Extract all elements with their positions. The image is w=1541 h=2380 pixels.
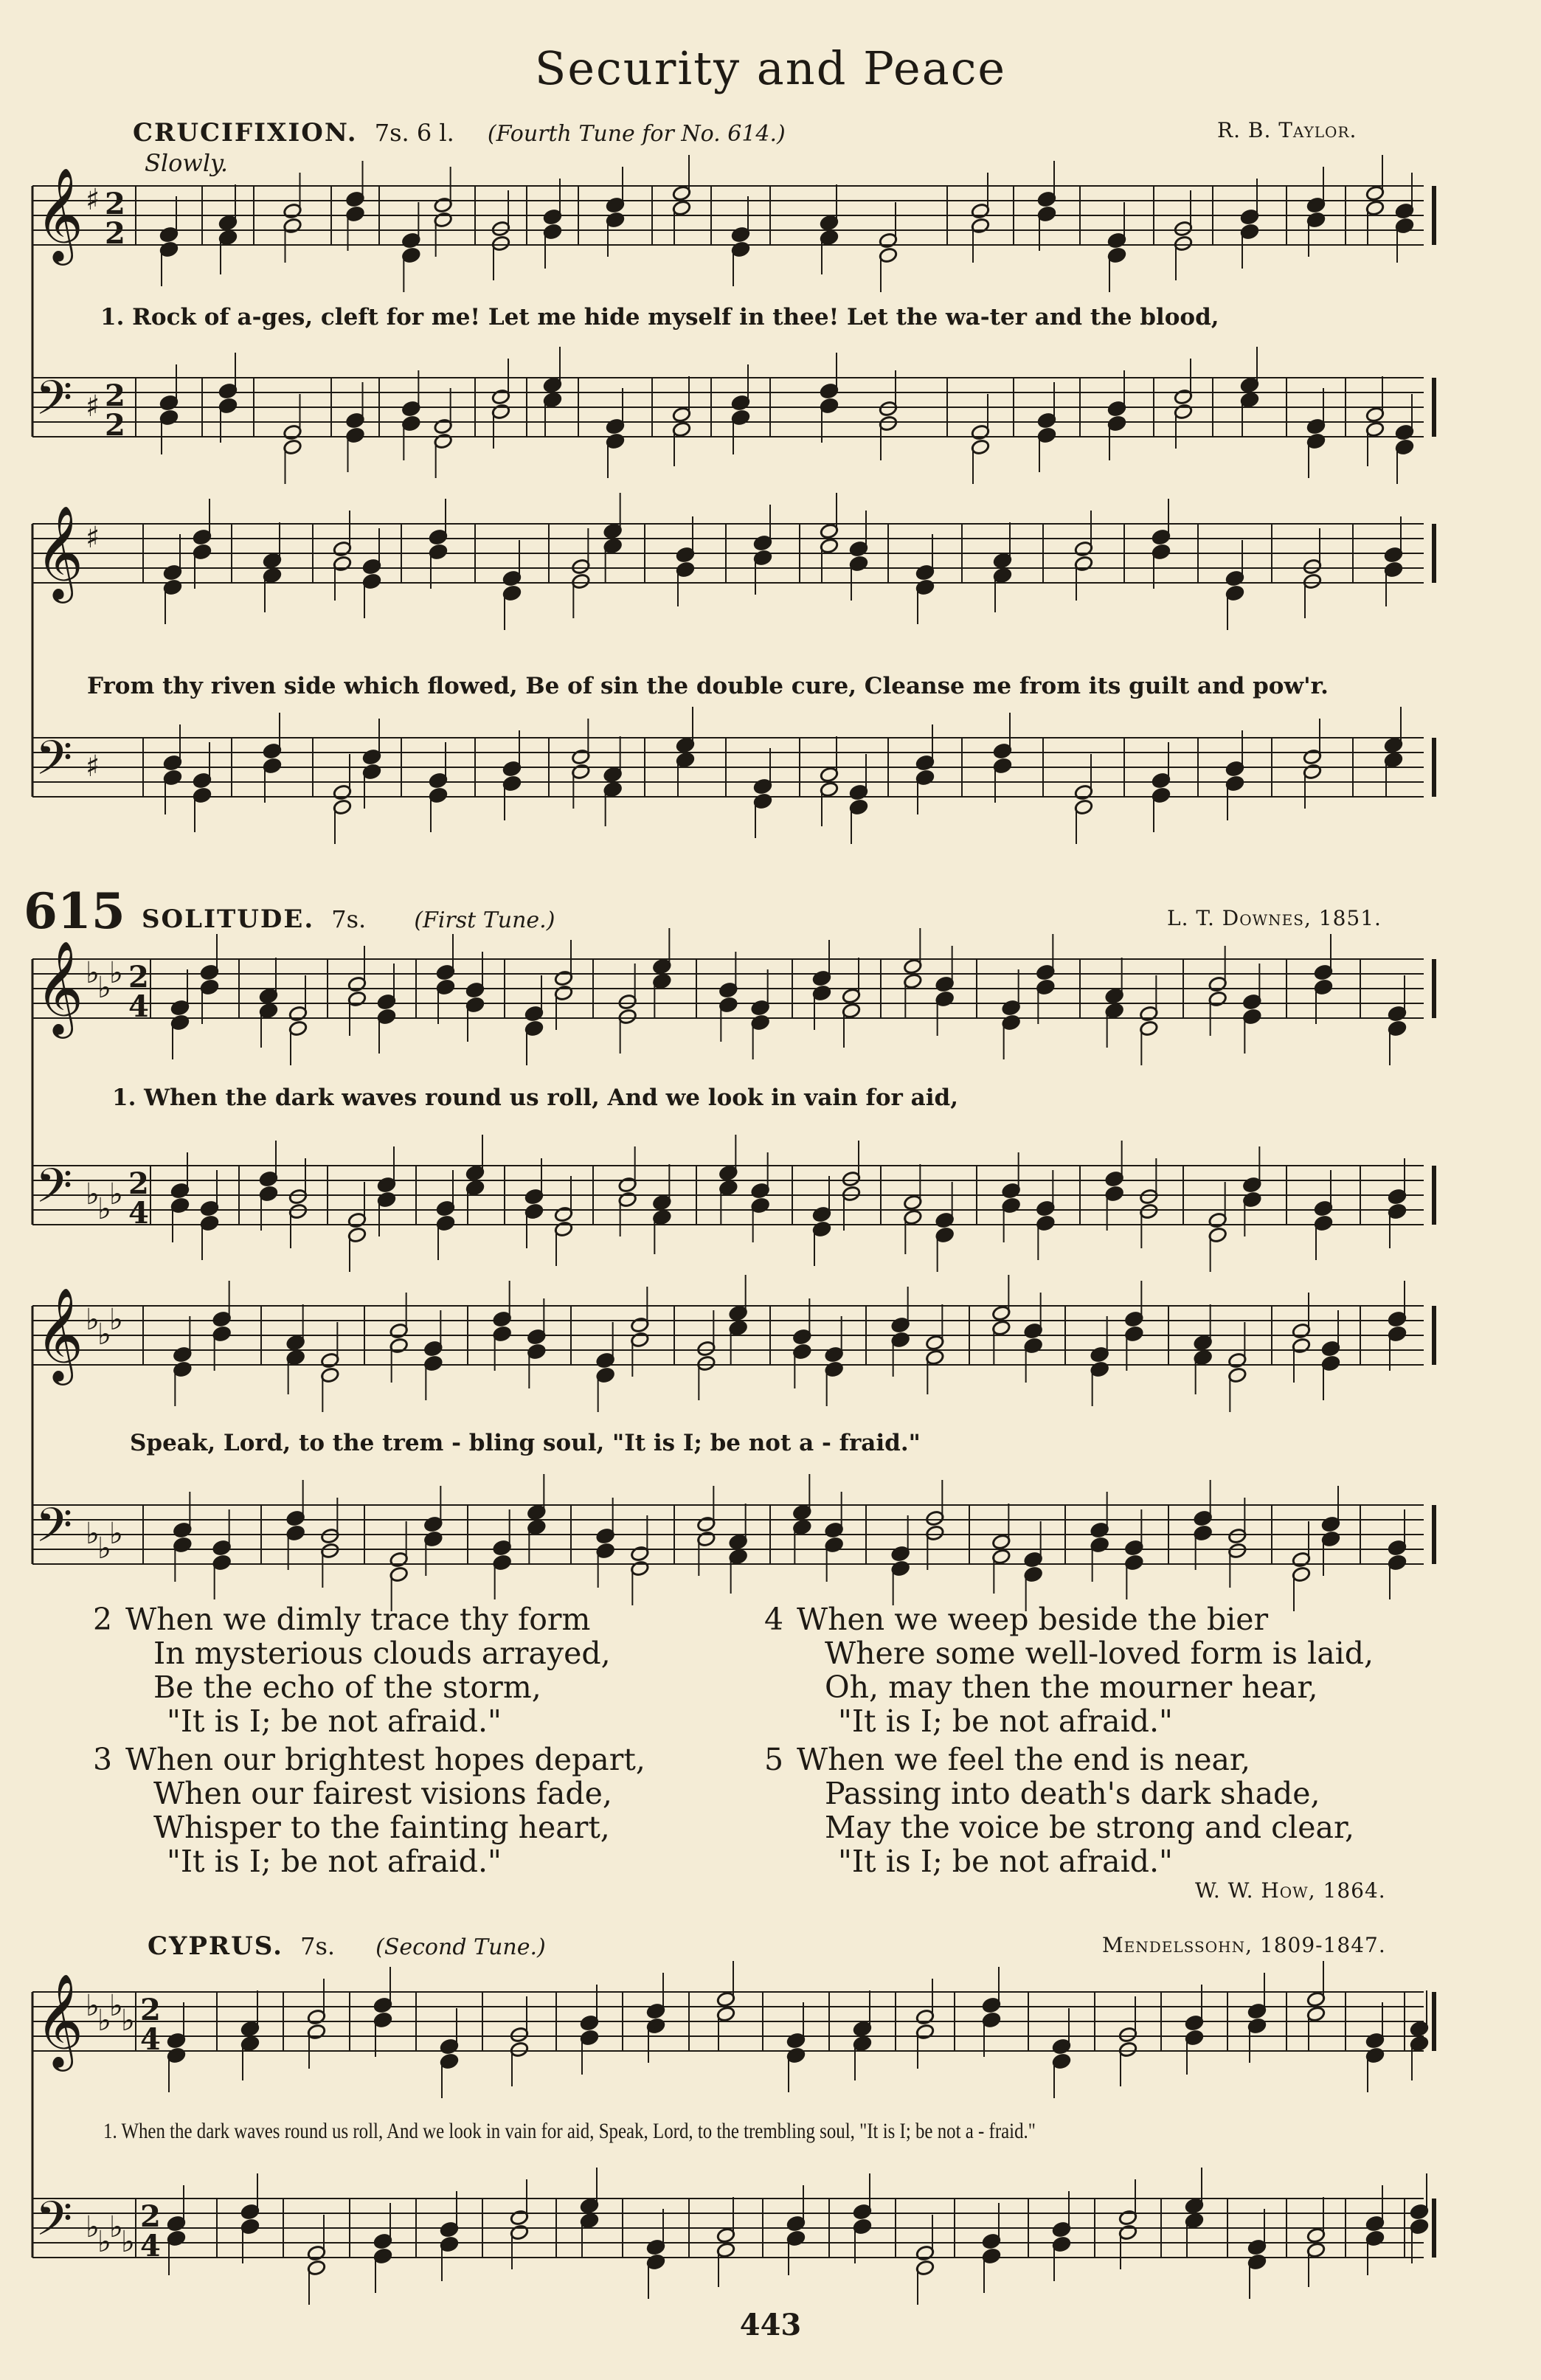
stanza-number: 4	[764, 1602, 784, 1637]
stanza-number: 5	[764, 1742, 784, 1777]
hymn-number: 615	[24, 882, 125, 940]
time-signature-bottom: 4	[140, 2022, 161, 2057]
flat-icon: ♭	[86, 956, 100, 990]
time-signature-top: 2	[140, 2199, 161, 2234]
tune-meter: 7s. 6 l.	[374, 119, 454, 147]
flat-icon: ♭	[109, 1989, 123, 2023]
tune-meter: 7s.	[331, 905, 367, 933]
tune-header-solitude	[142, 904, 555, 934]
tune-meter: 7s.	[300, 1932, 336, 1960]
bass-staff	[32, 1135, 1434, 1272]
bass-clef-icon: 𝄢	[35, 1498, 73, 1565]
stanza-line-text: "It is I; be not afraid."	[838, 1844, 1173, 1879]
stanza-line-text: Passing into death's dark shade,	[825, 1776, 1320, 1811]
bass-staff	[32, 347, 1434, 484]
stanza-line	[797, 1636, 1374, 1670]
tune-reference: (Second Tune.)	[375, 1934, 546, 1960]
stanza-line-text: Oh, may then the mourner hear,	[825, 1670, 1318, 1705]
treble-clef-icon: 𝄞	[35, 505, 84, 599]
flat-icon: ♭	[97, 1192, 111, 1226]
stanza-line-text: May the voice be strong and clear,	[825, 1810, 1355, 1845]
tune-name: CYPRUS.	[148, 1931, 283, 1961]
stanza-line	[125, 1810, 645, 1844]
tune-reference: (Fourth Tune for No. 614.)	[487, 121, 786, 147]
flat-icon: ♭	[86, 1517, 100, 1551]
stanza-line	[125, 1670, 645, 1704]
stanza-author: W. W. How, 1864.	[1195, 1878, 1386, 1903]
stanza-line	[797, 1777, 1374, 1810]
bass-clef-icon: 𝄢	[35, 2192, 73, 2258]
treble-clef-icon: 𝄞	[35, 167, 84, 261]
tune-composer: L. T. Downes, 1851.	[1167, 906, 1382, 930]
flat-icon: ♭	[97, 971, 111, 1005]
stanza-line	[764, 1743, 1374, 1777]
time-signature-bottom: 4	[140, 2229, 161, 2263]
flat-icon: ♭	[97, 1318, 111, 1352]
time-signature-top: 2	[128, 1166, 149, 1201]
flat-icon: ♭	[121, 2225, 135, 2259]
stanza	[93, 1743, 645, 1878]
stanza-line-text: Whisper to the fainting heart,	[153, 1810, 610, 1845]
stanza	[764, 1602, 1374, 1738]
stanza-line-text: In mysterious clouds arrayed,	[153, 1636, 611, 1671]
sharp-icon: ♯	[86, 750, 100, 783]
flat-icon: ♭	[109, 1517, 123, 1551]
stanza-line	[125, 1636, 645, 1670]
stanza-line	[797, 1844, 1374, 1878]
bass-staff	[32, 1474, 1434, 1611]
stanza-line	[797, 1810, 1374, 1844]
stanza-line-text: When we dimly trace thy form	[125, 1602, 591, 1637]
bass-clef-icon: 𝄢	[35, 1159, 73, 1225]
tune-header-cyprus	[148, 1931, 546, 1961]
stanza-line	[125, 1844, 645, 1878]
stanza-line	[93, 1743, 645, 1777]
stanza-line-text: When our brightest hopes depart,	[125, 1742, 645, 1777]
stanza-line-text: "It is I; be not afraid."	[167, 1703, 502, 1739]
bass-clef-icon: 𝄢	[35, 731, 73, 798]
sharp-icon: ♯	[86, 521, 100, 555]
stanza-number: 2	[93, 1602, 113, 1637]
page-number: 443	[739, 2308, 802, 2342]
treble-staff	[32, 1961, 1434, 2098]
stanza-line-text: "It is I; be not afraid."	[838, 1703, 1173, 1739]
stanza-line-text: When we feel the end is near,	[797, 1742, 1251, 1777]
stanza-line	[764, 1602, 1374, 1636]
stanza-line-text: When our fairest visions fade,	[153, 1776, 612, 1811]
section-title: Security and Peace	[534, 41, 1007, 95]
tune-composer: R. B. Taylor.	[1217, 118, 1357, 142]
sharp-icon: ♯	[86, 183, 100, 217]
flat-icon: ♭	[109, 1303, 123, 1337]
flat-icon: ♭	[97, 2004, 111, 2038]
stanza-line	[125, 1704, 645, 1738]
stanza-line-text: Where some well-loved form is laid,	[825, 1636, 1374, 1671]
time-signature-bottom: 2	[105, 216, 125, 251]
treble-clef-icon: 𝄞	[35, 940, 84, 1034]
flat-icon: ♭	[86, 1989, 100, 2023]
tune-name: CRUCIFIXION.	[133, 118, 358, 148]
flat-icon: ♭	[97, 2225, 111, 2259]
lyric-line: 1. When the dark waves round us roll, And we look in vain for aid,	[112, 1085, 958, 1111]
flat-icon: ♭	[86, 1177, 100, 1211]
flat-icon: ♭	[97, 1532, 111, 1566]
stanza-line-text: "It is I; be not afraid."	[167, 1844, 502, 1879]
lyric-line: Speak, Lord, to the trem - bling soul, "It is I; be not a - fraid."	[130, 1430, 921, 1456]
time-signature-top: 2	[105, 378, 125, 413]
bass-staff	[32, 707, 1434, 844]
bass-staff	[32, 2168, 1434, 2305]
tune-composer: Mendelssohn, 1809-1847.	[1102, 1933, 1386, 1957]
treble-staff	[32, 155, 1434, 292]
stanza-line-text: When we weep beside the bier	[797, 1602, 1269, 1637]
lyric-line: 1. When the dark waves round us roll, And we look in vain for aid, Speak, Lord, to the trembling soul, "It is I; be not a - fraid."	[103, 2119, 1036, 2143]
treble-clef-icon: 𝄞	[35, 1973, 84, 2067]
treble-staff	[32, 1275, 1434, 1412]
flat-icon: ♭	[86, 1303, 100, 1337]
flat-icon: ♭	[109, 956, 123, 990]
stanza-line	[797, 1704, 1374, 1738]
lyric-line: From thy riven side which flowed, Be of sin the double cure, Cleanse me from its guilt and pow'r.	[87, 673, 1329, 699]
stanza	[764, 1743, 1374, 1878]
time-signature-top: 2	[140, 1993, 161, 2027]
stanza-line-text: Be the echo of the storm,	[153, 1670, 541, 1705]
tune-header-crucifixion	[133, 118, 786, 148]
time-signature-top: 2	[105, 187, 125, 221]
treble-staff	[32, 493, 1434, 630]
stanza	[93, 1602, 645, 1738]
tune-name: SOLITUDE.	[142, 904, 315, 934]
stanza-line	[797, 1670, 1374, 1704]
treble-staff	[32, 928, 1434, 1065]
stanza-line	[93, 1602, 645, 1636]
time-signature-top: 2	[128, 960, 149, 994]
stanza-line	[125, 1777, 645, 1810]
stanzas-left-column	[93, 1602, 645, 1883]
flat-icon: ♭	[86, 2210, 100, 2244]
time-signature-bottom: 4	[128, 1196, 149, 1231]
flat-icon: ♭	[121, 2004, 135, 2038]
time-signature-bottom: 2	[105, 408, 125, 443]
stanza-number: 3	[93, 1742, 113, 1777]
flat-icon: ♭	[109, 1177, 123, 1211]
lyric-line: 1. Rock of a-ges, cleft for me! Let me hide myself in thee! Let the wa-ter and the blood,	[100, 304, 1219, 331]
tune-reference: (First Tune.)	[414, 907, 555, 933]
time-signature-bottom: 4	[128, 989, 149, 1024]
stanzas-right-column	[764, 1602, 1374, 1883]
sharp-icon: ♯	[86, 390, 100, 423]
tempo-marking: Slowly.	[145, 149, 229, 177]
bass-clef-icon: 𝄢	[35, 371, 73, 437]
flat-icon: ♭	[109, 2210, 123, 2244]
treble-clef-icon: 𝄞	[35, 1287, 84, 1381]
